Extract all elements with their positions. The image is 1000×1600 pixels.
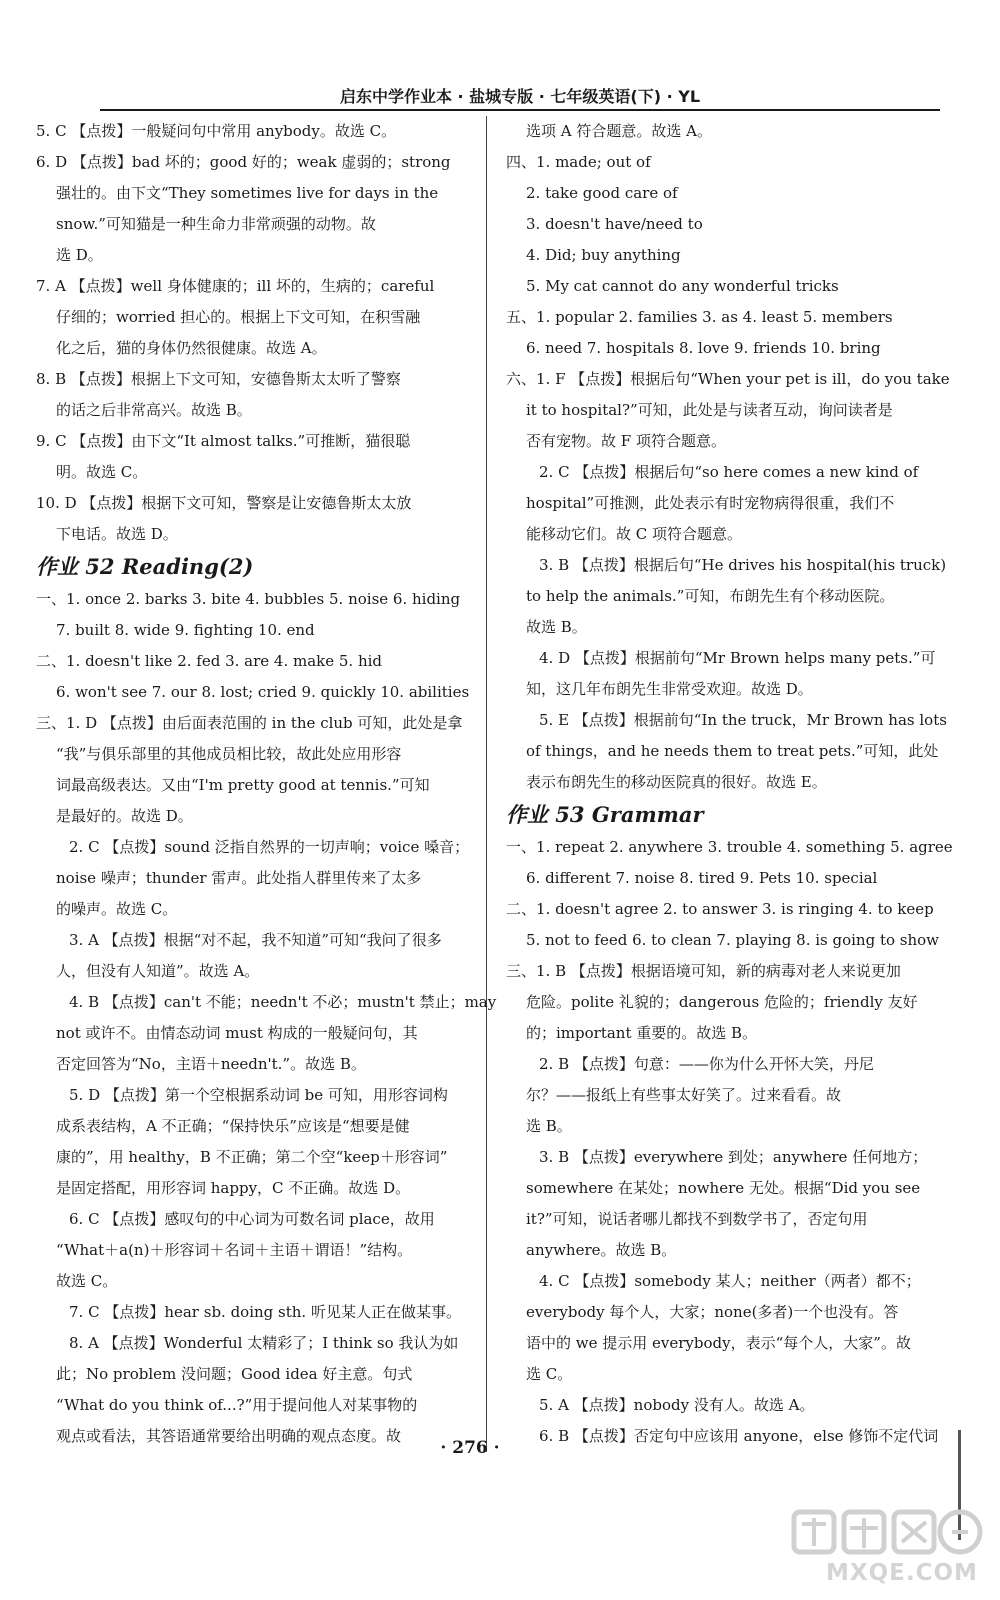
text-line: it?”可知，说话者哪儿都找不到数学书了，否定句用 <box>526 1210 868 1228</box>
section-heading: 作业 52 Reading(2) <box>36 554 254 579</box>
text-line: 人，但没有人知道”。故选 A。 <box>56 962 260 980</box>
text-line: “What＋a(n)＋形容词＋名词＋主语＋谓语！”结构。 <box>56 1241 413 1259</box>
text-line: 5. E 【点拨】根据前句“In the truck，Mr Brown has lots <box>539 711 947 729</box>
page-number: · 276 · <box>440 1438 500 1458</box>
column-divider <box>486 116 487 1452</box>
text-line: 7. C 【点拨】hear sb. doing sth. 听见某人正在做某事。 <box>69 1303 461 1321</box>
text-line: 2. C 【点拨】根据后句“so here comes a new kind of <box>539 463 919 481</box>
running-header: 启东中学作业本 · 盐城专版 · 七年级英语(下) · YL <box>339 87 701 106</box>
header-rule <box>100 109 940 111</box>
text-line: 3. B 【点拨】根据后句“He drives his hospital(his truck) <box>539 556 947 574</box>
text-line: 6. need 7. hospitals 8. love 9. friends 10. bring <box>526 339 881 357</box>
text-line: 的；important 重要的。故选 B。 <box>526 1024 758 1042</box>
text-line: 知，这几年布朗先生非常受欢迎。故选 D。 <box>526 680 813 698</box>
text-line: noise 噪声；thunder 雷声。此处指人群里传来了太多 <box>56 869 422 887</box>
text-line: 一、1. repeat 2. anywhere 3. trouble 4. something 5. agree <box>506 838 953 856</box>
text-line: 故选 C。 <box>56 1272 118 1290</box>
text-line: 3. B 【点拨】everywhere 到处；anywhere 任何地方； <box>539 1148 928 1166</box>
text-line: 三、1. D 【点拨】由后面表范围的 in the club 可知，此处是拿 <box>36 714 463 732</box>
text-line: 四、1. made; out of <box>506 153 651 171</box>
text-line: 6. B 【点拨】否定句中应该用 anyone，else 修饰不定代词 <box>539 1427 939 1445</box>
text-line: 6. D 【点拨】bad 坏的；good 好的；weak 虚弱的；strong <box>36 153 451 171</box>
watermark-url: MXQE.COM <box>826 1560 978 1586</box>
text-line: 的话之后非常高兴。故选 B。 <box>56 401 252 419</box>
text-line: somewhere 在某处；nowhere 无处。根据“Did you see <box>526 1179 921 1197</box>
text-line: 6. different 7. noise 8. tired 9. Pets 10. special <box>526 869 878 887</box>
text-line: 二、1. doesn't like 2. fed 3. are 4. make 5. hid <box>36 652 383 670</box>
text-line: 2. take good care of <box>526 184 678 202</box>
text-line: 一、1. once 2. barks 3. bite 4. bubbles 5. noise 6. hiding <box>36 590 461 608</box>
text-line: 选项 A 符合题意。故选 A。 <box>526 122 712 140</box>
text-line: snow.”可知猫是一种生命力非常顽强的动物。故 <box>56 215 376 233</box>
text-line: 9. C 【点拨】由下文“It almost talks.”可推断，猫很聪 <box>36 432 411 450</box>
text-line: to help the animals.”可知，布朗先生有个移动医院。 <box>526 587 895 605</box>
right-column <box>506 116 953 1452</box>
text-line: 仔细的；worried 担心的。根据上下文可知，在积雪融 <box>56 308 421 326</box>
text-line: 2. C 【点拨】sound 泛指自然界的一切声响；voice 嗓音； <box>69 838 470 856</box>
text-line: 是最好的。故选 D。 <box>56 807 193 825</box>
text-line: 5. C 【点拨】一般疑问句中常用 anybody。故选 C。 <box>36 122 397 140</box>
text-line: 选 D。 <box>56 246 103 264</box>
text-line: it to hospital?”可知，此处是与读者互动，询问读者是 <box>526 401 893 419</box>
text-line: 否定回答为“No，主语＋needn't.”。故选 B。 <box>56 1055 366 1073</box>
text-line: hospital”可推测，此处表示有时宠物病得很重，我们不 <box>526 494 895 512</box>
text-line: not 或许不。由情态动词 must 构成的一般疑问句，其 <box>56 1024 418 1042</box>
text-line: everybody 每个人，大家；none(多者)一个也没有。答 <box>526 1303 899 1321</box>
text-line: 尔？——报纸上有些事太好笑了。过来看看。故 <box>526 1086 842 1104</box>
text-line: 此；No problem 没问题；Good idea 好主意。句式 <box>56 1365 413 1383</box>
text-line: 8. B 【点拨】根据上下文可知，安德鲁斯太太听了警察 <box>36 370 401 388</box>
text-line: 观点或看法，其答语通常要给出明确的观点态度。故 <box>56 1427 402 1445</box>
text-line: 三、1. B 【点拨】根据语境可知，新的病毒对老人来说更加 <box>506 962 901 980</box>
text-line: 7. A 【点拨】well 身体健康的；ill 坏的，生病的；careful <box>36 277 435 295</box>
text-line: 7. built 8. wide 9. fighting 10. end <box>56 621 315 639</box>
text-line: 4. D 【点拨】根据前句“Mr Brown helps many pets.”可 <box>539 649 936 667</box>
text-line: 五、1. popular 2. families 3. as 4. least 5. members <box>506 308 893 326</box>
text-line: 明。故选 C。 <box>56 463 148 481</box>
text-line: 4. Did; buy anything <box>526 246 681 264</box>
text-line: anywhere。故选 B。 <box>526 1241 677 1259</box>
text-line: 化之后，猫的身体仍然很健康。故选 A。 <box>56 339 327 357</box>
text-line: “What do you think of...?”用于提问他人对某事物的 <box>56 1396 418 1414</box>
text-line: of things，and he needs them to treat pets.”可知，此处 <box>526 742 939 760</box>
text-line: 二、1. doesn't agree 2. to answer 3. is ringing 4. to keep <box>506 900 934 918</box>
text-line: 5. My cat cannot do any wonderful tricks <box>526 277 839 295</box>
text-line: 下电话。故选 D。 <box>56 525 178 543</box>
text-line: 否有宠物。故 F 项符合题意。 <box>526 432 726 450</box>
text-line: 3. doesn't have/need to <box>526 215 703 233</box>
text-line: 强壮的。由下文“They sometimes live for days in the <box>56 184 439 202</box>
text-line: 能移动它们。故 C 项符合题意。 <box>526 525 743 543</box>
text-line: 表示布朗先生的移动医院真的很好。故选 E。 <box>526 773 827 791</box>
text-line: 的噪声。故选 C。 <box>56 900 178 918</box>
text-line: 选 C。 <box>526 1365 573 1383</box>
text-line: 5. not to feed 6. to clean 7. playing 8. is going to show <box>526 931 940 949</box>
text-line: 故选 B。 <box>526 618 587 636</box>
text-line: 选 B。 <box>526 1117 572 1135</box>
text-line: 4. B 【点拨】can't 不能；needn't 不必；mustn't 禁止；may <box>69 993 497 1011</box>
text-line: 语中的 we 提示用 everybody，表示“每个人，大家”。故 <box>526 1334 911 1352</box>
text-line: 10. D 【点拨】根据下文可知，警察是让安德鲁斯太太放 <box>36 494 412 512</box>
text-line: 6. won't see 7. our 8. lost; cried 9. quickly 10. abilities <box>56 683 470 701</box>
text-line: 5. A 【点拨】nobody 没有人。故选 A。 <box>539 1396 815 1414</box>
text-line: 危险。polite 礼貌的；dangerous 危险的；friendly 友好 <box>526 993 918 1011</box>
text-line: 5. D 【点拨】第一个空根据系动词 be 可知，用形容词构 <box>69 1086 448 1104</box>
text-line: 8. A 【点拨】Wonderful 太精彩了；I think so 我认为如 <box>69 1334 459 1352</box>
text-line: 4. C 【点拨】somebody 某人；neither（两者）都不； <box>539 1272 921 1290</box>
text-line: 六、1. F 【点拨】根据后句“When your pet is ill，do you take <box>506 370 950 388</box>
text-line: “我”与俱乐部里的其他成员相比较，故此处应用形容 <box>56 745 402 763</box>
text-line: 2. B 【点拨】句意：——你为什么开怀大笑，丹尼 <box>539 1055 874 1073</box>
text-line: 是固定搭配，用形容词 happy，C 不正确。故选 D。 <box>56 1179 411 1197</box>
text-line: 6. C 【点拨】感叹句的中心词为可数名词 place，故用 <box>69 1210 435 1228</box>
text-line: 康的”，用 healthy，B 不正确；第二个空“keep＋形容词” <box>56 1148 448 1166</box>
text-line: 3. A 【点拨】根据“对不起，我不知道”可知“我问了很多 <box>69 931 442 949</box>
text-line: 词最高级表达。又由“I'm pretty good at tennis.”可知 <box>56 776 430 794</box>
text-line: 成系表结构，A 不正确；“保持快乐”应该是“想要是健 <box>56 1117 410 1135</box>
section-heading: 作业 53 Grammar <box>506 802 704 827</box>
